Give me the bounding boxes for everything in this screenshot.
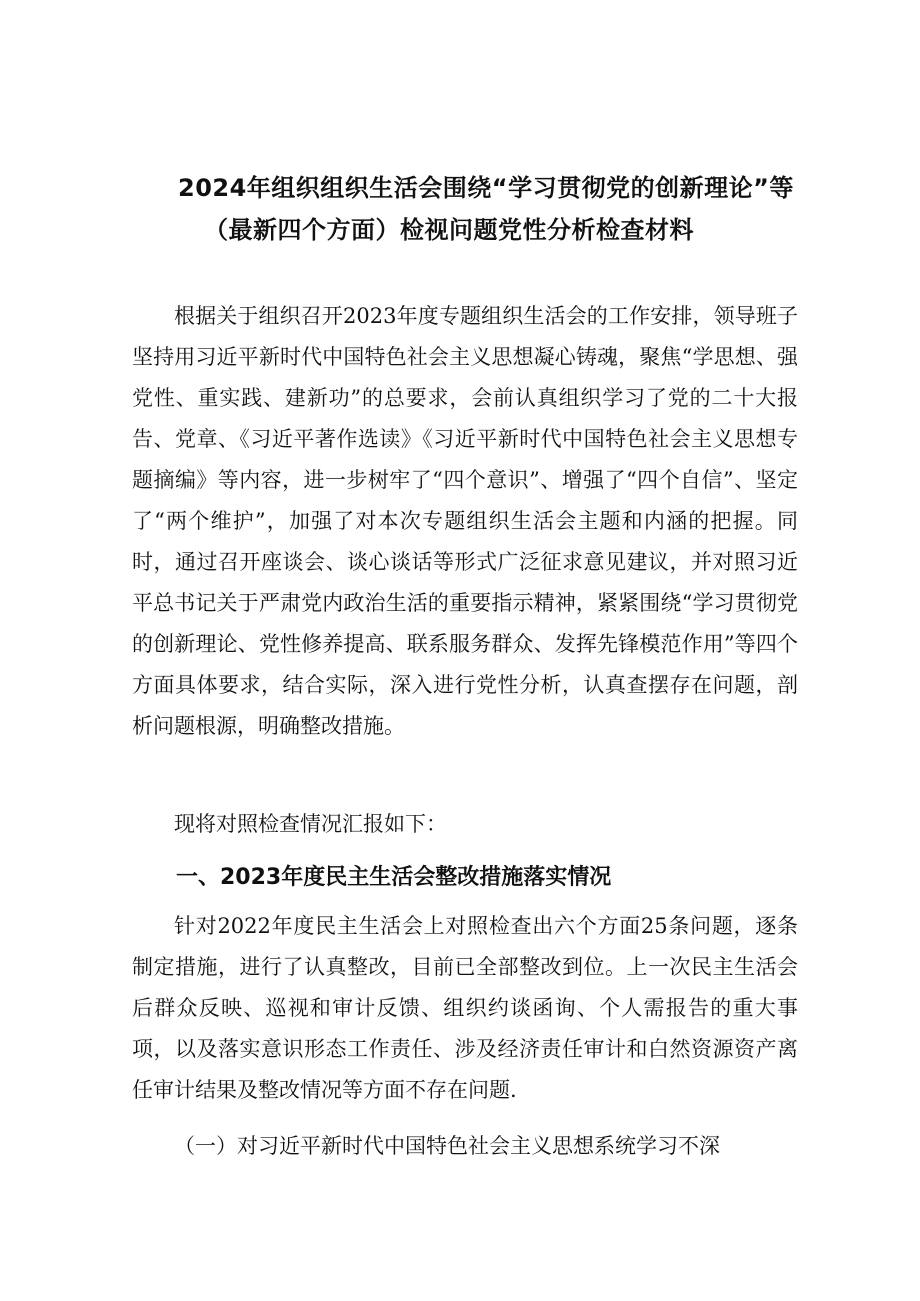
document-title-line-2: （最新四个方面）检视问题党性分析检查材料	[204, 216, 694, 244]
report-lead-paragraph: 现将对照检查情况汇报如下：	[174, 812, 447, 836]
section-heading-1: 一、2023年度民主生活会整改措施落实情况	[176, 865, 612, 890]
document-title-line-1: 2024年组织组织生活会围绕“学习贯彻党的创新理论”等	[178, 174, 794, 202]
section-1-paragraph: 针对2022年度民主生活会上对照检查出六个方面25条问题，逐条制定措施，进行了认真整改，目前已全部整改到位。上一次民主生活会后群众反映、巡视和审计反馈、组织约谈函询、个人需报告的重大事项，以及落实意识形态工作责任、涉及经济责任审计和白然资源资产离任审计结果及整改情况等方面不存在问题.	[132, 914, 798, 1102]
subsection-1-heading: （一）对习近平新时代中国特色社会主义思想系统学习不深	[174, 1134, 720, 1158]
intro-paragraph: 根据关于组织召开2023年度专题组织生活会的工作安排，领导班子坚持用习近平新时代中国特色社会主义思想凝心铸魂，聚焦“学思想、强党性、重实践、建新功”的总要求，会前认真组织学习了党的二十大报告、党章、《习近平著作选读》《习近平新时代中国特色社会主义思想专题摘编》等内容，进一步树牢了“四个意识”、增强了“四个自信”、坚定了“两个维护”，加强了对本次专题组织生活会主题和内涵的把握。同时，通过召开座谈会、谈心谈话等形式广泛征求意见建议，并对照习近平总书记关于严肃党内政治生活的重要指示精神，紧紧围绕“学习贯彻党的创新理论、党性修养提高、联系服务群众、发挥先锋模范作用”等四个方面具体要求，结合实际，深入进行党性分析，认真查摆存在问题，剖析问题根源，明确整改措施。	[132, 304, 798, 738]
